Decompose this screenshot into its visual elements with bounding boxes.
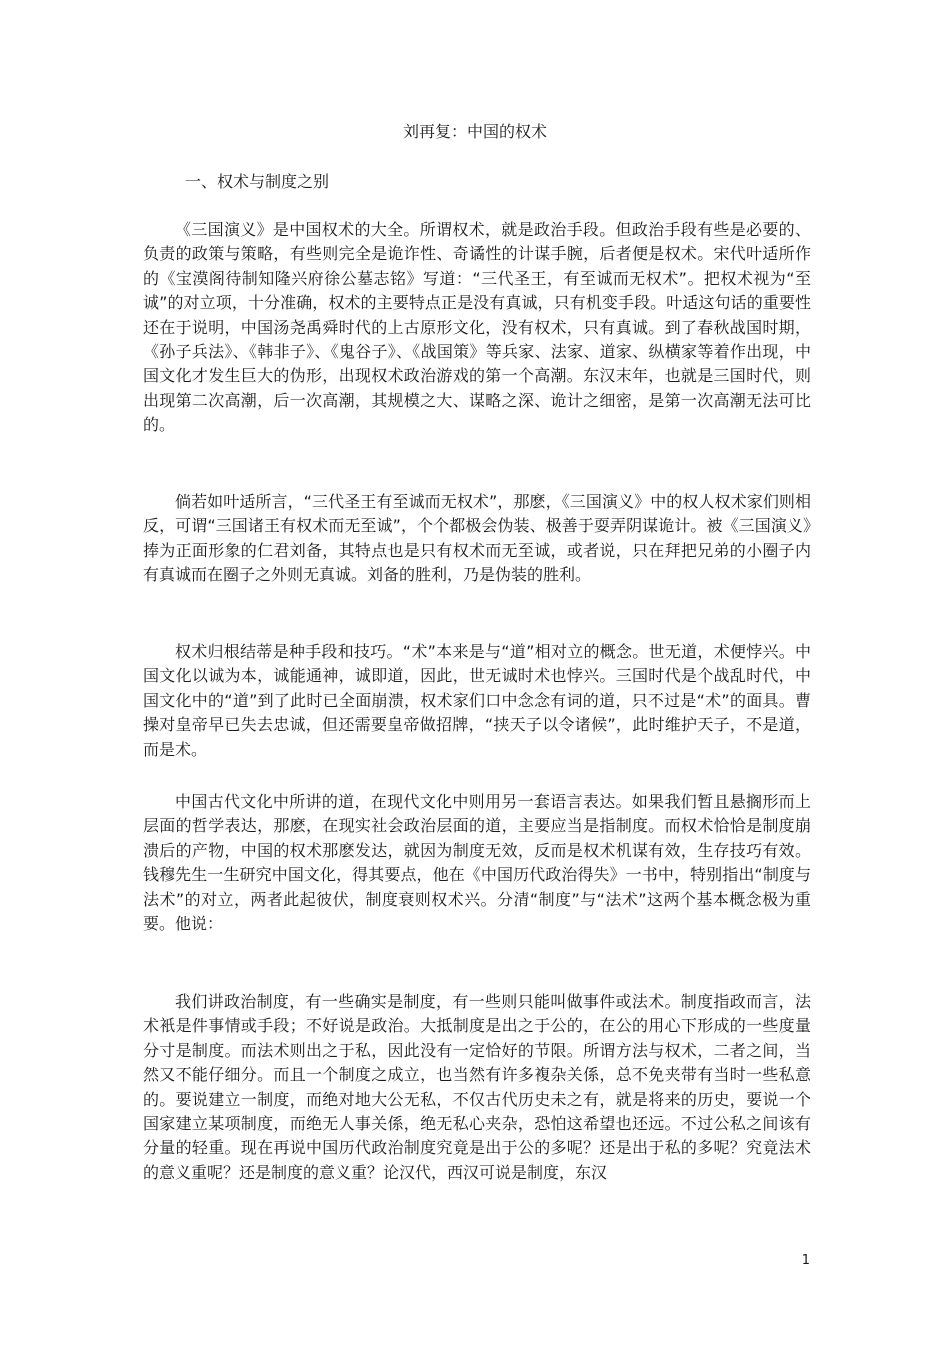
paragraph-4: 中国古代文化中所讲的道，在现代文化中则用另一套语言表达。如果我们暂且悬搁形而上层面的哲学表达，那麽，在现实社会政治层面的道，主要应当是指制度。而权术恰恰是制度崩溃后的产物，中国的权术那麽发达，就因为制度无效，反而是权术机谋有效，生存技巧有效。钱穆先生一生研究中国文化，得其要点，他在《中国历代政治得失》一书中，特别指出“制度与法术”的对立，两者此起彼伏，制度衰则权术兴。分清“制度”与“法术”这两个基本概念极为重要。他说： (143, 792, 811, 934)
paragraph-5-quote: 我们讲政治制度，有一些确实是制度，有一些则只能叫做事件或法术。制度指政而言，法术衹是件事情或手段；不好说是政治。大抵制度是出之于公的，在公的用心下形成的一些度量分寸是制度。而法术则出之于私，因此没有一定恰好的节限。所谓方法与权术，二者之间，当然又不能仔细分。而且一个制度之成立，也当然有许多複杂关係，总不免夹带有当时一些私意的。要说建立一制度，而绝对地大公无私，不仅古代历史未之有，就是将来的历史，要说一个国家建立某项制度，而绝无人事关係，绝无私心夹杂，恐怕这希望也还远。不过公私之间该有分量的轻重。现在再说中国历代政治制度究竟是出于公的多呢？还是出于私的多呢？究竟法术的意义重呢？还是制度的意义重？论汉代，西汉可说是制度，东汉 (143, 992, 811, 1182)
paragraph-1: 《三国演义》是中国权术的大全。所谓权术，就是政治手段。但政治手段有些是必要的、负责的政策与策略，有些则完全是诡诈性、奇谲性的计谋手腕，后者便是权术。宋代叶适所作的《宝漠阁待制知隆兴府徐公墓志铭》写道：“三代圣王，有至诚而无权术”。把权术视为“至诚”的对立项，十分准确，权术的主要特点正是没有真诚，只有机变手段。叶适这句话的重要性还在于说明，中国汤尧禹舜时代的上古原形文化，没有权术，只有真诚。到了春秋战国时期，《孙子兵法》、《韩非子》、《鬼谷子》、《战国策》等兵家、法家、道家、纵横家等着作出现，中国文化才发生巨大的伪形，出现权术政治游戏的第一个高潮。东汉末年，也就是三国时代，则出现第二次高潮，后一次高潮，其规模之大、谋略之深、诡计之细密，是第一次高潮无法可比的。 (143, 220, 811, 435)
page-number: 1 (801, 1253, 810, 1268)
section-heading: 一、权术与制度之别 (185, 172, 330, 191)
page-title: 刘再复：中国的权术 (402, 122, 547, 141)
paragraph-3: 权术归根结蒂是种手段和技巧。“术”本来是与“道”相对立的概念。世无道，术便悖兴。中国文化以诚为本，诚能通神，诚即道，因此，世无诚时术也悖兴。三国时代是个战乱时代，中国文化中的“道”到了此时已全面崩溃，权术家们口中念念有词的道，只不过是“术”的面具。曹操对皇帝早已失去忠诚，但还需要皇帝做招牌，“挟天子以令诸候”，此时维护天子，不是道，而是术。 (143, 642, 811, 759)
paragraph-2: 倘若如叶适所言，“三代圣王有至诚而无权术”，那麽，《三国演义》中的权人权术家们则相反，可谓“三国诸王有权术而无至诚”，个个都极会伪装、极善于耍弄阴谋诡计。被《三国演义》捧为正面形象的仁君刘备，其特点也是只有权术而无至诚，或者说，只在拜把兄弟的小圈子内有真诚而在圈子之外则无真诚。刘备的胜利，乃是伪装的胜利。 (143, 492, 811, 585)
